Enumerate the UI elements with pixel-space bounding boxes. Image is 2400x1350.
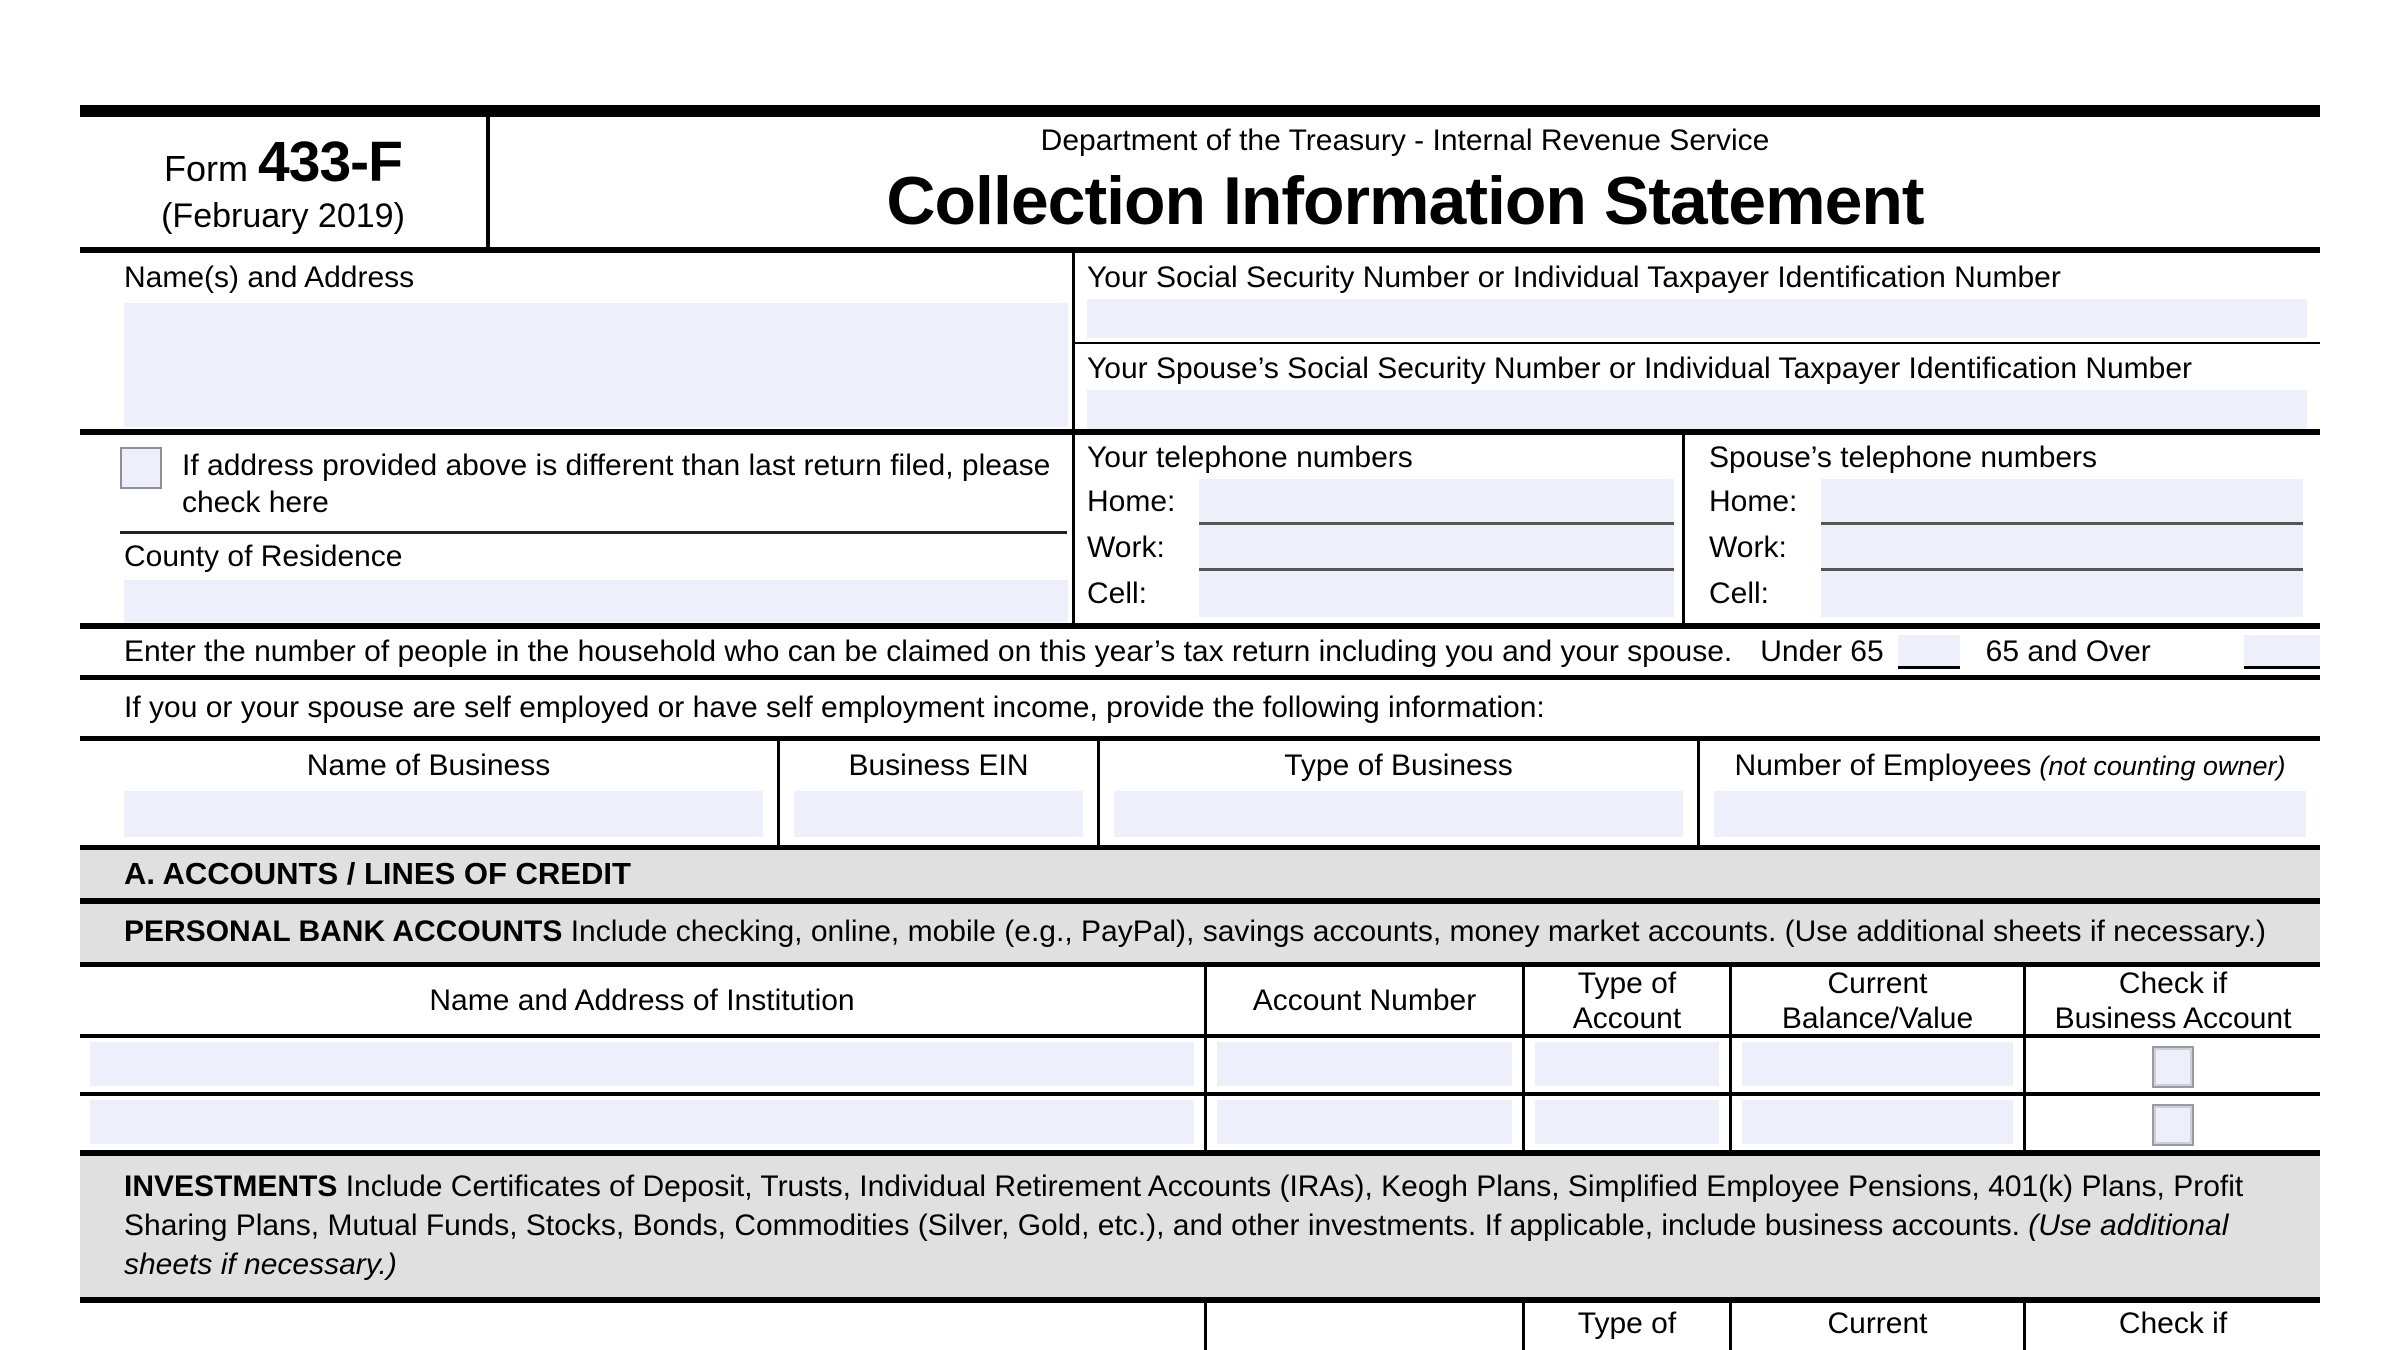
under-65-input[interactable]: [1898, 635, 1960, 669]
identity-row: [80, 253, 2320, 429]
investments-table-header-partial: [80, 1303, 2320, 1350]
spouse-work-row: [1709, 525, 2320, 571]
account-type-line2: Account: [1572, 1001, 1682, 1035]
form-number-line: [164, 129, 402, 195]
balance-line1: Current: [1827, 966, 1928, 1000]
spouse-ssn-input[interactable]: [1087, 390, 2307, 429]
top-rule: [80, 105, 2320, 117]
spouse-ssn-label: Your Spouse’s Social Security Number or Individual Taxpayer Identification Number: [1087, 352, 2193, 386]
form-header: [80, 117, 2320, 247]
account-number-header: [1207, 967, 1525, 1034]
institution-input-1[interactable]: [90, 1042, 1194, 1086]
institution-input-2[interactable]: [90, 1100, 1194, 1144]
business-table: [80, 736, 2320, 850]
account-number-header-text: Account Number: [1252, 984, 1477, 1017]
name-address-input[interactable]: [124, 303, 1068, 427]
your-work-input[interactable]: [1199, 525, 1674, 571]
balance-input-1[interactable]: [1742, 1042, 2013, 1086]
institution-header: [80, 967, 1207, 1034]
partial-col2: [1207, 1303, 1525, 1350]
bank-table-row-1: [80, 1038, 2320, 1092]
form-title: Collection Information Statement: [886, 163, 1924, 239]
business-employees-header: [1700, 741, 2320, 791]
balance-line2: Balance/Value: [1781, 1001, 1974, 1035]
balance-input-2[interactable]: [1742, 1100, 2013, 1144]
account-type-input-1[interactable]: [1535, 1042, 1719, 1086]
spouse-phones-column: [1685, 435, 2320, 623]
spouse-home-input[interactable]: [1821, 479, 2303, 525]
spouse-phones-label: Spouse’s telephone numbers: [1709, 441, 2098, 474]
work-label: Work:: [1087, 531, 1165, 564]
business-name-input[interactable]: [124, 791, 763, 837]
partial-col1: [80, 1303, 1207, 1350]
form-revision-date: (February 2019): [161, 196, 405, 235]
spouse-work-input[interactable]: [1821, 525, 2303, 571]
partial-type-of-header: Type of: [1525, 1303, 1732, 1350]
spouse-cell-row: [1709, 571, 2320, 617]
address-different-row: [80, 435, 1072, 521]
household-row: [80, 629, 2320, 675]
your-cell-row: [1087, 571, 1682, 617]
employees-header-text: Number of Employees: [1734, 749, 2032, 782]
account-type-header: [1525, 967, 1732, 1034]
self-employment-intro: If you or your spouse are self employed or have self employment income, provide the following information:: [124, 691, 1545, 724]
county-input[interactable]: [124, 580, 1068, 622]
investments-note: (Use additional sheets if necessary.): [124, 1209, 2229, 1281]
business-type-header: Type of Business: [1100, 741, 1700, 791]
business-name-header: Name of Business: [80, 741, 780, 791]
investments-lead: INVESTMENTS: [124, 1170, 338, 1203]
investments-body: Include Certificates of Deposit, Trusts, Individual Retirement Accounts (IRAs), Keogh Plans, Simplified Employee Pensions, 401(k) Plans, Profit Sharing Plans, Mutual Funds, Stocks, Bonds, Commodities (Silver, Gold, etc.), and other investments. If applicable, include business accounts.: [124, 1170, 2244, 1242]
your-home-input[interactable]: [1199, 479, 1674, 525]
your-phones-label: Your telephone numbers: [1087, 441, 1413, 474]
business-ein-input[interactable]: [794, 791, 1083, 837]
household-text: Enter the number of people in the household who can be claimed on this year’s tax return including you and your spouse.: [124, 635, 1733, 668]
business-table-header: [80, 741, 2320, 791]
partial-check-if-header: Check if: [2118, 1307, 2228, 1340]
business-type-input[interactable]: [1114, 791, 1683, 837]
agency-line: Department of the Treasury - Internal Revenue Service: [1040, 124, 1770, 157]
institution-header-text: Name and Address of Institution: [429, 984, 855, 1017]
contact-row: [80, 435, 2320, 623]
investments-band: [80, 1156, 2320, 1297]
address-different-label: If address provided above is different than last return filed, please check here: [182, 449, 1051, 519]
your-cell-input[interactable]: [1199, 571, 1674, 617]
personal-bank-body: Include checking, online, mobile (e.g., PayPal), savings accounts, money market accounts. (Use additional sheets if necessary.): [570, 915, 2266, 948]
form-title-block: [490, 117, 2320, 247]
address-county-cell: [80, 435, 1075, 623]
your-ssn-label: Your Social Security Number or Individual Taxpayer Identification Number: [1087, 261, 2061, 294]
name-address-cell: [80, 253, 1075, 429]
form-433f: [80, 105, 2320, 1350]
business-account-checkbox-1[interactable]: [2152, 1046, 2194, 1088]
business-table-row: [80, 791, 2320, 845]
cell-label: Cell:: [1087, 577, 1148, 610]
partial-current-header: Current: [1732, 1303, 2026, 1350]
home-label: Home:: [1087, 485, 1176, 518]
employees-header-note: (not counting owner): [2039, 750, 2286, 781]
address-different-checkbox[interactable]: [120, 447, 162, 489]
bank-table-row-2: [80, 1096, 2320, 1150]
account-type-input-2[interactable]: [1535, 1100, 1719, 1144]
home-label: Home:: [1709, 485, 1798, 518]
work-label: Work:: [1709, 531, 1787, 564]
bank-table-header: [80, 962, 2320, 1038]
business-account-line1: Check if: [2118, 966, 2228, 1000]
business-account-line2: Business Account: [2054, 1001, 2292, 1035]
over-65-label: 65 and Over: [1985, 635, 2151, 668]
business-account-checkbox-2[interactable]: [2152, 1104, 2194, 1146]
cell-label: Cell:: [1709, 577, 1770, 610]
business-account-header: [2026, 967, 2320, 1034]
form-number: 433-F: [258, 129, 402, 194]
phones-cell: [1075, 435, 2320, 623]
account-number-input-2[interactable]: [1217, 1100, 1512, 1144]
under-65-label: Under 65: [1760, 635, 1884, 668]
form-number-block: [80, 117, 490, 247]
balance-header: [1732, 967, 2026, 1034]
section-a-header: A. ACCOUNTS / LINES OF CREDIT: [80, 850, 2320, 898]
personal-bank-lead: PERSONAL BANK ACCOUNTS: [124, 915, 563, 948]
business-ein-header: Business EIN: [780, 741, 1100, 791]
your-ssn-input[interactable]: [1087, 299, 2307, 338]
county-label: County of Residence: [124, 540, 403, 573]
name-address-label: Name(s) and Address: [124, 261, 415, 294]
form-word: Form: [164, 147, 249, 189]
spouse-home-row: [1709, 479, 2320, 525]
business-employees-input[interactable]: [1714, 791, 2306, 837]
account-type-line1: Type of: [1577, 966, 1677, 1000]
spouse-cell-input[interactable]: [1821, 571, 2303, 617]
your-phones-column: [1075, 435, 1685, 623]
over-65-input[interactable]: [2244, 635, 2320, 669]
ssn-cell: [1075, 253, 2320, 429]
personal-bank-band: [80, 904, 2320, 962]
your-work-row: [1087, 525, 1682, 571]
account-number-input-1[interactable]: [1217, 1042, 1512, 1086]
your-home-row: [1087, 479, 1682, 525]
